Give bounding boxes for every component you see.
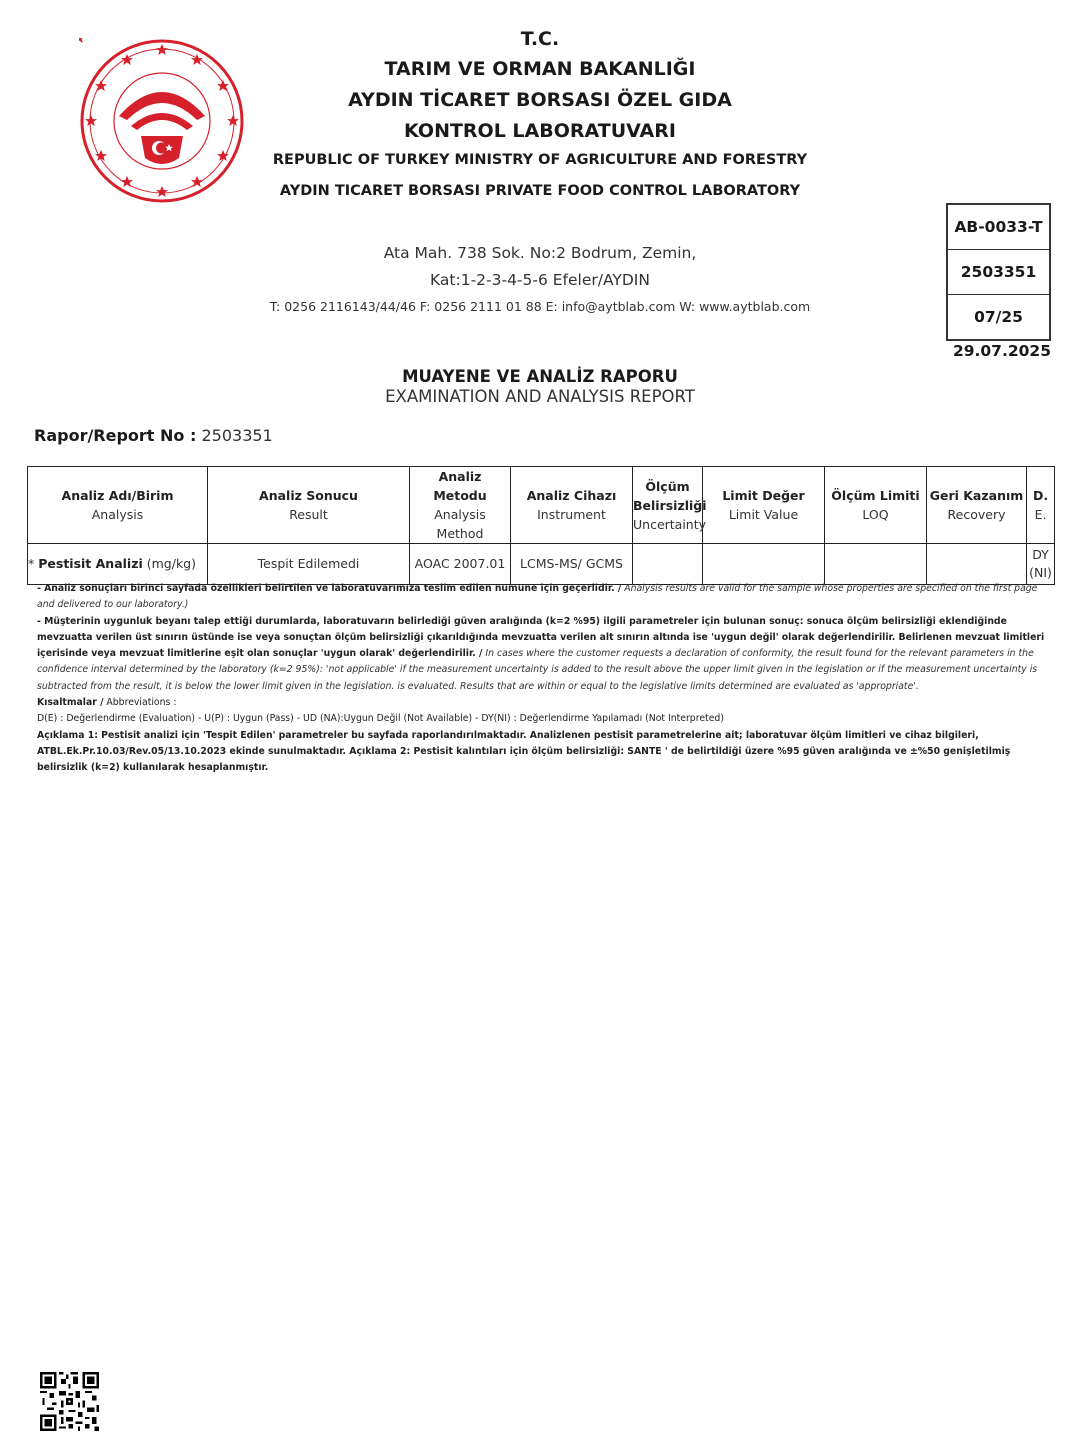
note-explanations: Açıklama 1: Pestisit analizi için 'Tespit Edilen' parametreler bu sayfada raporlandırılmaktadır. Analizlenen pestisit parametrelerine ait; laboratuvar ölçüm limitleri ve cihaz bilgileri, ATBL.Ek.Pr.10.03/Rev.05/13.10.2023 ekinde sunulmaktadır. Açıklama 2: Pestisit kalıntıları için ölçüm belirsizliği: SANTE ' de belirtildiği üzere %95 güven aralığında ve ±%50 genişletilmiş belirsizlik (k=2) kullanılarak hesaplanmıştır. (37, 729, 1011, 774)
col-header-loq: Ölçüm Limiti LOQ (825, 467, 927, 544)
lab-name-en: AYDIN TICARET BORSASI PRIVATE FOOD CONTROL LABORATORY (279, 183, 801, 199)
cell-analysis: * Pestisit Analizi (mg/kg) (28, 544, 208, 585)
ministry-name-en: REPUBLIC OF TURKEY MINISTRY OF AGRICULTURE AND FORESTRY (272, 152, 808, 168)
accreditation-code: AB-0033-T (948, 205, 1049, 250)
col-header-analysis: Analiz Adı/Birim Analysis (28, 467, 208, 544)
report-notes (37, 581, 1047, 777)
report-number (34, 426, 273, 445)
cell-result: Tespit Edilemedi (208, 544, 410, 585)
col-header-uncertainty: Ölçüm Belirsizliği Uncertainty (633, 467, 703, 544)
table-header-row (28, 467, 1055, 544)
note-conformity: - Müşterinin uygunluk beyanı talep ettiği durumlarda, laboratuvarın belirlediği güven aralığında (k=2 %95) ilgili parametreler için bulunan sonuç: sonuca ölçüm belirsizliği eklendiğinde mevzuatta verilen üst sınırın üstünde ise veya sonuçtan ölçüm belirsizliği çıkarıldığında mevzuatta verilen alt sınırın altında ise 'uygun değil' olarak değerlendirilir. Belirlenen mevzuat limitleri içerisinde veya mevzuat limitlerine eşit olan sonuçlar 'uygun olarak' değerlendirilir. / In cases where the customer requests a declaration of conformity, the result found for the relevant parameters in the confidence interval determined by the laboratory (k=2 95%): 'not applicable' if the measurement uncertainty is added to the result above the upper limit given in the legislation or if the measurement uncertainty is subtracted from the result, it is below the lower limit given in the legislation. is evaluated. Results that are within or equal to the legislative limits determined are evaluated as 'appropriate'. (37, 615, 1045, 692)
cell-uncertainty (633, 544, 703, 585)
report-number-value: 2503351 (201, 426, 273, 445)
report-title-tr: MUAYENE VE ANALİZ RAPORU (402, 367, 678, 386)
report-number-label: Rapor/Report No : (34, 426, 197, 445)
lab-name-tr-line2: KONTROL LABORATUVARI (404, 120, 676, 142)
cell-instrument: LCMS-MS/ GCMS (511, 544, 633, 585)
table-row (28, 544, 1055, 585)
col-header-result: Analiz Sonucu Result (208, 467, 410, 544)
address-line2: Kat:1-2-3-4-5-6 Efeler/AYDIN (430, 271, 650, 289)
report-code-box (946, 203, 1051, 341)
note-abbreviations-title: Kısaltmalar / Abbreviations : (37, 697, 177, 709)
col-header-limit: Limit Değer Limit Value (703, 467, 825, 544)
cell-method: AOAC 2007.01 (410, 544, 511, 585)
cell-loq (825, 544, 927, 585)
col-header-instrument: Analiz Cihazı Instrument (511, 467, 633, 544)
lab-name-tr-line1: AYDIN TİCARET BORSASI ÖZEL GIDA (348, 89, 732, 111)
col-header-recovery: Geri Kazanım Recovery (927, 467, 1027, 544)
report-title-en: EXAMINATION AND ANALYSIS REPORT (385, 387, 695, 406)
contact-info: T: 0256 2116143/44/46 F: 0256 2111 01 88 E: info@aytblab.com W: www.aytblab.com (269, 299, 811, 314)
report-date: 29.07.2025 (952, 342, 1051, 360)
col-header-method: Analiz Metodu Analysis Method (410, 467, 511, 544)
results-table (27, 466, 1055, 585)
cell-recovery (927, 544, 1027, 585)
qr-code (40, 1372, 99, 1431)
cell-de: DY (NI) (1027, 544, 1055, 585)
address-line1: Ata Mah. 738 Sok. No:2 Bodrum, Zemin, (383, 244, 697, 262)
cell-limit (703, 544, 825, 585)
note-abbreviations: D(E) : Değerlendirme (Evaluation) - U(P) : Uygun (Pass) - UD (NA):Uygun Değil (Not Available) - DY(NI) : Değerlendirme Yapılamadı (Not Interpreted) (37, 713, 724, 725)
ministry-logo (79, 38, 245, 204)
report-period: 07/25 (974, 308, 1023, 326)
tc-label: T.C. (520, 28, 560, 50)
note-validity: - Analiz sonuçları birinci sayfada özellikleri belirtilen ve laboratuvarımıza teslim edilen numune için geçerlidir. / Analysis results are valid for the sample whose properties are specified on the first page and delivered to our laboratory.) (37, 583, 1038, 611)
col-header-de: D. E. (1027, 467, 1055, 544)
report-code: 2503351 (948, 250, 1049, 295)
ministry-name-tr: TARIM VE ORMAN BAKANLIĞI (384, 58, 696, 80)
